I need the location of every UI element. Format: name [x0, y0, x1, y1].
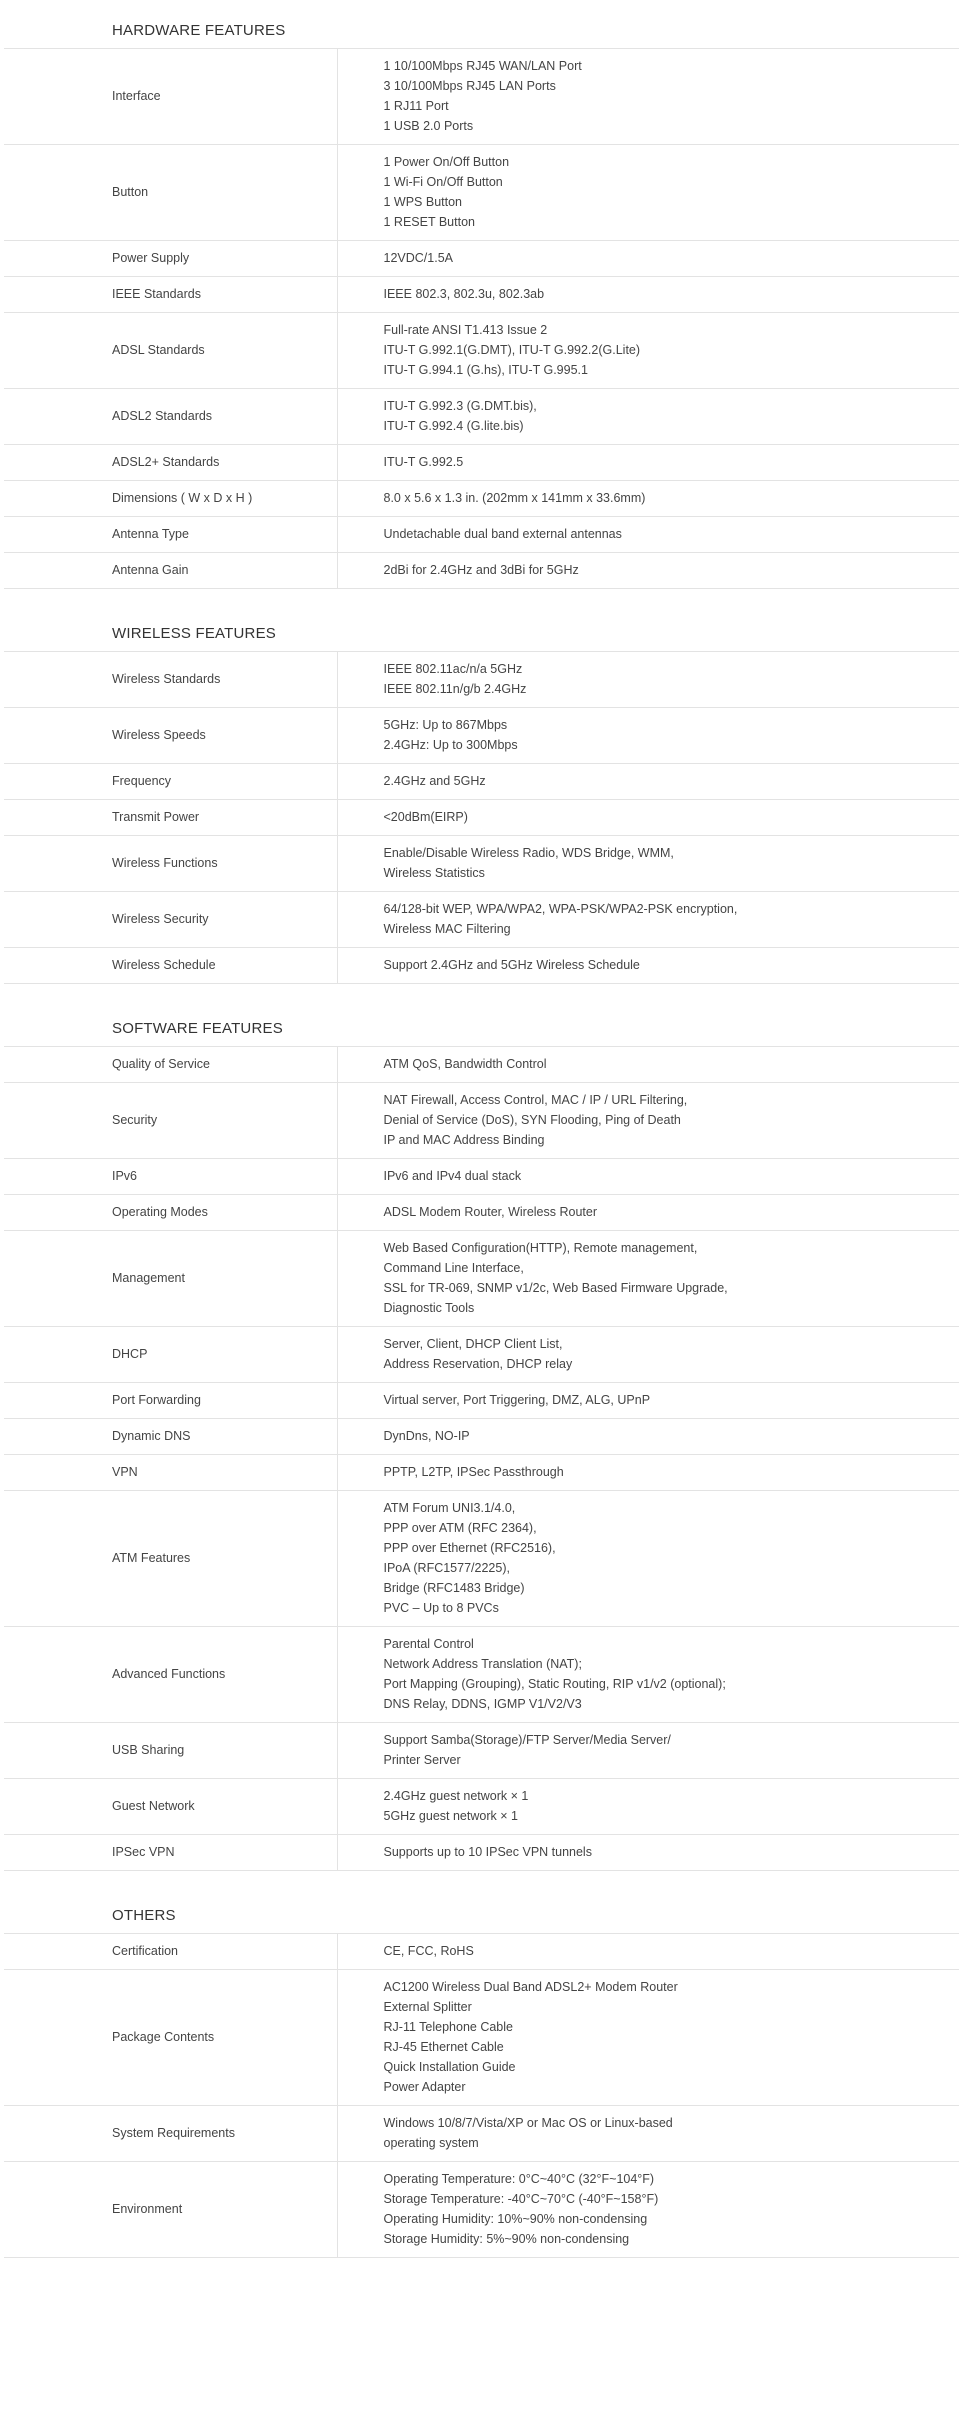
- spec-label: Button: [4, 145, 337, 241]
- spec-label: Certification: [4, 1934, 337, 1970]
- spec-value-line: 5GHz: Up to 867Mbps: [383, 718, 508, 732]
- spec-label: Operating Modes: [4, 1195, 337, 1231]
- spec-row-usb-sharing: [4, 1723, 959, 1779]
- spec-value: [337, 1195, 959, 1231]
- spec-value: [337, 1383, 959, 1419]
- spec-value-line: 1 10/100Mbps RJ45 WAN/LAN Port: [383, 59, 582, 73]
- spec-value: [337, 1970, 959, 2106]
- spec-value-line: Printer Server: [383, 1753, 461, 1767]
- spec-label: IEEE Standards: [4, 277, 337, 313]
- spec-label: Wireless Standards: [4, 652, 337, 708]
- spec-value-line: Power Adapter: [383, 2080, 466, 2094]
- section-title-hardware-features: HARDWARE FEATURES: [112, 22, 286, 39]
- spec-label: Wireless Security: [4, 892, 337, 948]
- spec-row-frequency: [4, 764, 959, 800]
- spec-label: Package Contents: [4, 1970, 337, 2106]
- spec-value-line: operating system: [383, 2136, 479, 2150]
- spec-value-line: Denial of Service (DoS), SYN Flooding, Ping of Death: [383, 1113, 681, 1127]
- spec-value-line: ITU-T G.992.1(G.DMT), ITU-T G.992.2(G.Lite): [383, 343, 641, 357]
- spec-value: [337, 481, 959, 517]
- spec-value: [337, 652, 959, 708]
- spec-value-line: PVC – Up to 8 PVCs: [383, 1601, 499, 1615]
- spec-value-line: Support 2.4GHz and 5GHz Wireless Schedule: [383, 958, 640, 972]
- spec-value: [337, 1723, 959, 1779]
- spec-label: ATM Features: [4, 1491, 337, 1627]
- spec-row-dhcp: [4, 1327, 959, 1383]
- section-spacer: [0, 589, 960, 603]
- spec-value: [337, 2162, 959, 2258]
- spec-label: Frequency: [4, 764, 337, 800]
- spec-label: Transmit Power: [4, 800, 337, 836]
- spec-row-port-forwarding: [4, 1383, 959, 1419]
- spec-row-wireless-security: [4, 892, 959, 948]
- spec-value-line: PPP over Ethernet (RFC2516),: [383, 1541, 556, 1555]
- spec-label: Quality of Service: [4, 1047, 337, 1083]
- spec-row-atm-features: [4, 1491, 959, 1627]
- spec-value: [337, 800, 959, 836]
- spec-value-line: 5GHz guest network × 1: [383, 1809, 518, 1823]
- spec-label: Interface: [4, 49, 337, 145]
- spec-value: [337, 1627, 959, 1723]
- spec-value: [337, 241, 959, 277]
- spec-value-line: DynDns, NO-IP: [383, 1429, 470, 1443]
- spec-row-environment: [4, 2162, 959, 2258]
- spec-label: Wireless Functions: [4, 836, 337, 892]
- spec-label: Management: [4, 1231, 337, 1327]
- spec-value-line: Server, Client, DHCP Client List,: [383, 1337, 563, 1351]
- spec-row-button: [4, 145, 959, 241]
- spec-value-line: Storage Temperature: -40°C~70°C (-40°F~158°F): [383, 2192, 659, 2206]
- spec-row-wireless-functions: [4, 836, 959, 892]
- spec-value-line: ATM Forum UNI3.1/4.0,: [383, 1501, 516, 1515]
- spec-value-line: Supports up to 10 IPSec VPN tunnels: [383, 1845, 592, 1859]
- spec-value-line: IPoA (RFC1577/2225),: [383, 1561, 510, 1575]
- spec-label: Security: [4, 1083, 337, 1159]
- section-spacer: [0, 1871, 960, 1885]
- spec-value-line: ITU-T G.992.3 (G.DMT.bis),: [383, 399, 537, 413]
- spec-row-ipsec-vpn: [4, 1835, 959, 1871]
- spec-value-line: 2.4GHz guest network × 1: [383, 1789, 529, 1803]
- spec-value-line: Undetachable dual band external antennas: [383, 527, 622, 541]
- spec-value-line: CE, FCC, RoHS: [383, 1944, 474, 1958]
- spec-table-wireless-features: [4, 651, 959, 984]
- spec-value: [337, 313, 959, 389]
- spec-label: Antenna Gain: [4, 553, 337, 589]
- spec-row-dimensions-w-x-d-x-h: [4, 481, 959, 517]
- spec-label: Dimensions ( W x D x H ): [4, 481, 337, 517]
- spec-label: Wireless Speeds: [4, 708, 337, 764]
- spec-value: [337, 764, 959, 800]
- spec-row-advanced-functions: [4, 1627, 959, 1723]
- spec-row-ipv6: [4, 1159, 959, 1195]
- spec-value: [337, 49, 959, 145]
- spec-label: ADSL2+ Standards: [4, 445, 337, 481]
- spec-label: Port Forwarding: [4, 1383, 337, 1419]
- spec-value-line: Command Line Interface,: [383, 1261, 524, 1275]
- spec-row-dynamic-dns: [4, 1419, 959, 1455]
- spec-value-line: Network Address Translation (NAT);: [383, 1657, 582, 1671]
- spec-value-line: 2.4GHz: Up to 300Mbps: [383, 738, 518, 752]
- spec-value-line: 1 Power On/Off Button: [383, 155, 510, 169]
- spec-label: USB Sharing: [4, 1723, 337, 1779]
- spec-value-line: 1 Wi-Fi On/Off Button: [383, 175, 503, 189]
- spec-value-line: 1 RESET Button: [383, 215, 475, 229]
- spec-value-line: ATM QoS, Bandwidth Control: [383, 1057, 547, 1071]
- spec-label: Advanced Functions: [4, 1627, 337, 1723]
- spec-value-line: 1 RJ11 Port: [383, 99, 449, 113]
- spec-value-line: Bridge (RFC1483 Bridge): [383, 1581, 525, 1595]
- spec-table-others: [4, 1933, 959, 2258]
- spec-value: [337, 1779, 959, 1835]
- spec-value: [337, 1491, 959, 1627]
- spec-value: [337, 1327, 959, 1383]
- spec-label: System Requirements: [4, 2106, 337, 2162]
- spec-row-vpn: [4, 1455, 959, 1491]
- spec-value-line: Wireless MAC Filtering: [383, 922, 511, 936]
- spec-value-line: Address Reservation, DHCP relay: [383, 1357, 573, 1371]
- spec-row-interface: [4, 49, 959, 145]
- spec-value-line: Full-rate ANSI T1.413 Issue 2: [383, 323, 548, 337]
- spec-label: DHCP: [4, 1327, 337, 1383]
- spec-row-transmit-power: [4, 800, 959, 836]
- spec-row-wireless-schedule: [4, 948, 959, 984]
- spec-value: [337, 1047, 959, 1083]
- spec-value-line: Quick Installation Guide: [383, 2060, 516, 2074]
- spec-row-quality-of-service: [4, 1047, 959, 1083]
- spec-value-line: IP and MAC Address Binding: [383, 1133, 545, 1147]
- spec-value: [337, 517, 959, 553]
- spec-value-line: Enable/Disable Wireless Radio, WDS Bridge, WMM,: [383, 846, 674, 860]
- spec-value: [337, 836, 959, 892]
- spec-value-line: ITU-T G.992.5: [383, 455, 464, 469]
- spec-value-line: External Splitter: [383, 2000, 472, 2014]
- section-title-others: OTHERS: [112, 1907, 176, 1924]
- spec-row-security: [4, 1083, 959, 1159]
- spec-value: [337, 948, 959, 984]
- spec-value: [337, 389, 959, 445]
- spec-row-adsl-standards: [4, 313, 959, 389]
- spec-label: ADSL2 Standards: [4, 389, 337, 445]
- spec-value-line: Operating Temperature: 0°C~40°C (32°F~104°F): [383, 2172, 655, 2186]
- spec-value-line: IEEE 802.11ac/n/a 5GHz: [383, 662, 523, 676]
- spec-value: [337, 1231, 959, 1327]
- spec-value-line: Support Samba(Storage)/FTP Server/Media Server/: [383, 1733, 671, 1747]
- spec-row-adsl2-standards: [4, 389, 959, 445]
- spec-row-operating-modes: [4, 1195, 959, 1231]
- spec-value-line: PPP over ATM (RFC 2364),: [383, 1521, 537, 1535]
- spec-value-line: SSL for TR-069, SNMP v1/2c, Web Based Firmware Upgrade,: [383, 1281, 728, 1295]
- spec-value-line: 1 WPS Button: [383, 195, 463, 209]
- spec-value: [337, 1159, 959, 1195]
- spec-value-line: 2.4GHz and 5GHz: [383, 774, 486, 788]
- spec-value-line: IEEE 802.3, 802.3u, 802.3ab: [383, 287, 545, 301]
- spec-row-wireless-speeds: [4, 708, 959, 764]
- spec-value: [337, 277, 959, 313]
- spec-value: [337, 1455, 959, 1491]
- spec-value-line: 8.0 x 5.6 x 1.3 in. (202mm x 141mm x 33.6mm): [383, 491, 646, 505]
- spec-value-line: Windows 10/8/7/Vista/XP or Mac OS or Linux-based: [383, 2116, 673, 2130]
- spec-row-ieee-standards: [4, 277, 959, 313]
- spec-row-antenna-gain: [4, 553, 959, 589]
- spec-value-line: ITU-T G.992.4 (G.lite.bis): [383, 419, 524, 433]
- spec-value-line: NAT Firewall, Access Control, MAC / IP / URL Filtering,: [383, 1093, 688, 1107]
- section-spacer: [0, 984, 960, 998]
- spec-value-line: Virtual server, Port Triggering, DMZ, ALG, UPnP: [383, 1393, 651, 1407]
- spec-row-management: [4, 1231, 959, 1327]
- spec-value-line: RJ-45 Ethernet Cable: [383, 2040, 504, 2054]
- spec-value-line: 2dBi for 2.4GHz and 3dBi for 5GHz: [383, 563, 579, 577]
- spec-value-line: ITU-T G.994.1 (G.hs), ITU-T G.995.1: [383, 363, 588, 377]
- spec-value: [337, 1419, 959, 1455]
- spec-value-line: Diagnostic Tools: [383, 1301, 475, 1315]
- spec-label: IPv6: [4, 1159, 337, 1195]
- spec-label: Wireless Schedule: [4, 948, 337, 984]
- spec-value-line: Wireless Statistics: [383, 866, 485, 880]
- spec-table-software-features: [4, 1046, 959, 1871]
- spec-row-certification: [4, 1934, 959, 1970]
- spec-value-line: DNS Relay, DDNS, IGMP V1/V2/V3: [383, 1697, 582, 1711]
- spec-value-line: Storage Humidity: 5%~90% non-condensing: [383, 2232, 630, 2246]
- spec-value-line: 12VDC/1.5A: [383, 251, 453, 265]
- spec-value: [337, 708, 959, 764]
- spec-table-hardware-features: [4, 48, 959, 589]
- section-title-wireless-features: WIRELESS FEATURES: [112, 625, 276, 642]
- spec-row-system-requirements: [4, 2106, 959, 2162]
- spec-label: Power Supply: [4, 241, 337, 277]
- spec-value-line: 3 10/100Mbps RJ45 LAN Ports: [383, 79, 556, 93]
- spec-row-guest-network: [4, 1779, 959, 1835]
- spec-value-line: Web Based Configuration(HTTP), Remote management,: [383, 1241, 698, 1255]
- spec-row-power-supply: [4, 241, 959, 277]
- spec-value: [337, 1835, 959, 1871]
- spec-value: [337, 2106, 959, 2162]
- spec-value: [337, 1934, 959, 1970]
- section-title-software-features: SOFTWARE FEATURES: [112, 1020, 283, 1037]
- spec-value-line: Port Mapping (Grouping), Static Routing, RIP v1/v2 (optional);: [383, 1677, 726, 1691]
- spec-value-line: Parental Control: [383, 1637, 474, 1651]
- spec-value: [337, 553, 959, 589]
- spec-label: Environment: [4, 2162, 337, 2258]
- spec-value: [337, 1083, 959, 1159]
- spec-value: [337, 145, 959, 241]
- spec-label: ADSL Standards: [4, 313, 337, 389]
- spec-value-line: <20dBm(EIRP): [383, 810, 468, 824]
- spec-value-line: IEEE 802.11n/g/b 2.4GHz: [383, 682, 527, 696]
- spec-label: Dynamic DNS: [4, 1419, 337, 1455]
- spec-row-wireless-standards: [4, 652, 959, 708]
- spec-value-line: ADSL Modem Router, Wireless Router: [383, 1205, 598, 1219]
- spec-value-line: Operating Humidity: 10%~90% non-condensing: [383, 2212, 648, 2226]
- spec-value-line: PPTP, L2TP, IPSec Passthrough: [383, 1465, 564, 1479]
- spec-value-line: 64/128-bit WEP, WPA/WPA2, WPA-PSK/WPA2-PSK encryption,: [383, 902, 738, 916]
- spec-row-package-contents: [4, 1970, 959, 2106]
- spec-label: VPN: [4, 1455, 337, 1491]
- spec-value-line: RJ-11 Telephone Cable: [383, 2020, 513, 2034]
- spec-value-line: IPv6 and IPv4 dual stack: [383, 1169, 522, 1183]
- spec-label: Guest Network: [4, 1779, 337, 1835]
- spec-value-line: AC1200 Wireless Dual Band ADSL2+ Modem Router: [383, 1980, 678, 1994]
- spec-label: IPSec VPN: [4, 1835, 337, 1871]
- spec-value: [337, 892, 959, 948]
- spec-row-adsl2-standards: [4, 445, 959, 481]
- spec-value-line: 1 USB 2.0 Ports: [383, 119, 474, 133]
- spec-row-antenna-type: [4, 517, 959, 553]
- spec-label: Antenna Type: [4, 517, 337, 553]
- spec-value: [337, 445, 959, 481]
